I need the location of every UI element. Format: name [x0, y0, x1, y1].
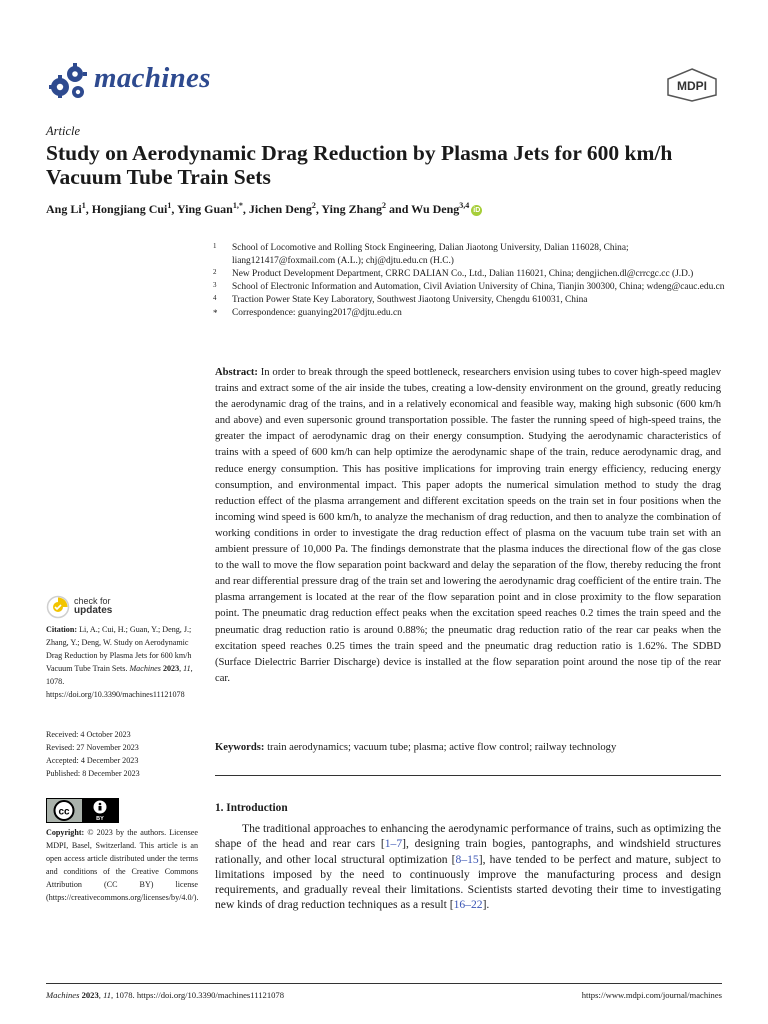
date-line: Revised: 27 November 2023 — [46, 742, 139, 752]
abstract — [215, 365, 721, 687]
mdpi-logo-icon[interactable] — [666, 68, 718, 102]
author-affiliation-sup: 3,4 — [459, 201, 470, 210]
affiliations — [213, 242, 728, 320]
keywords-text: train aerodynamics; vacuum tube; plasma; active flow control; railway technology — [267, 742, 617, 753]
author-affiliation-sup: 1 — [167, 201, 172, 210]
affiliation-text: School of Electronic Information and Automation, Civil Aviation University of China, Tianjin 300300, China; wdeng@cauc.edu.cn — [232, 282, 725, 292]
introduction-paragraph — [215, 821, 721, 913]
citation-volume: 11 — [183, 663, 191, 673]
citation-year: 2023 — [162, 663, 180, 673]
author-name[interactable]: Ying Guan — [176, 202, 233, 216]
check-updates-line1: check for — [74, 596, 111, 606]
abstract-text: In order to break through the speed bottleneck, researchers envision using tubes to cover high-speed maglev trains and extract some of the air inside the tubes, creating a low-density environment on the ground, greatly reducing the aerodynamic drag of the trains, and in a relatively economical and feasible way, making high subsonic (600 km/h and above) and even supersonic ground transportation possible. The faster the running speed of high-speed trains, the greater the impact of aerodynamic drag on their energy consumption. Studying the aerodynamic characteristics of trains with a speed of 600 km/h can help optimize the aerodynamic shape of the train, reduce aerodynamic drag, and reduce energy consumption. This has positive implications for improving train energy efficiency, reducing energy consumption, and environmental impact. This paper adopts the numerical simulation method to study the drag reduction effect of the plasma arrangement and different excitation speeds on the train set in four positions when the incoming wind speed is 600 km/h, to analyze the mechanism of drag reduction, and then to analyze the combination of working conditions in order to investigate the drag reduction effect of plasma on the vacuum tube train set with an ambient pressure of 10,000 Pa. The findings demonstrate that the plasma induces the directional flow of the gas close to the wall to move the flow separation point backward and delay the separation of the flow, thereby reducing the front and rear differential pressure drag of the train set and lowering the aerodynamic drag coefficient of the entire train. The plasma arrangement is located at the rear of the flow separation point and in close proximity to the flow separation point. The pneumatic drag reduction effect peaks when the excitation speed reaches 0.2 times the train speed and the pneumatic drag reduction ratio is around 0.88%; the pneumatic drag reduction ratio of the rear car peaks when the excitation speed reaches 0.25 times the train speed and the pneumatic drag reduction ratio is 1.62%. The SDBD (Surface Dielectric Barrier Discharge) device is installed at the flow separation point around the nose tip of the rear car. — [215, 367, 721, 684]
citation-label: Citation: — [46, 625, 78, 634]
affiliation-item — [213, 242, 728, 268]
copyright-text: © 2023 by the authors. Licensee MDPI, Basel, Switzerland. This article is an open access article distributed under the terms and conditions of the Creative Commons Attribution (CC BY) license (https://creativecommons.org/licenses/by/4.0/). — [46, 828, 199, 902]
affiliation-text: School of Locomotive and Rolling Stock Engineering, Dalian Jiaotong University, Dalian 116028, China; liang121417@foxmail.com (A.L.); chj@djtu.edu.cn (H.C.) — [232, 243, 629, 266]
footer-volume: 11 — [103, 990, 112, 1000]
article-title: Study on Aerodynamic Drag Reduction by Plasma Jets for 600 km/h Vacuum Tube Train Sets — [46, 141, 673, 189]
date-line: Received: 4 October 2023 — [46, 730, 131, 739]
citation-reference-link[interactable]: 16–22 — [453, 898, 483, 912]
citation-reference-link[interactable]: 1–7 — [384, 837, 403, 851]
cc-icon: cc — [58, 806, 70, 818]
citation-journal: Machines — [129, 663, 161, 673]
date-line: Published: 8 December 2023 — [46, 768, 140, 778]
author-name[interactable]: Ang Li — [46, 202, 82, 216]
citation-text: Li, A.; Cui, H.; Guan, Y.; Deng, J.; Zhang, Y.; Deng, W. Study on Aerodynamic Drag Reduction by Plasma Jets for 600 km/h Vacuum Tube Train Sets. — [46, 625, 192, 673]
author-name[interactable]: Hongjiang Cui — [91, 202, 168, 216]
keywords-label: Keywords: — [215, 742, 265, 753]
author-name[interactable]: Jichen Deng — [248, 202, 312, 216]
citation-doi[interactable]: , 1078. https://doi.org/10.3390/machines11121078 — [46, 663, 193, 699]
footer-divider — [46, 983, 722, 984]
citation: Citation: Li, A.; Cui, H.; Guan, Y.; Deng, J.; Zhang, Y.; Deng, W. Study on Aerodynamic Drag Reduction by Plasma Jets for 600 km/h Vacuum Tube Train Sets. Machines 2023, 11, 1078. https://doi.org/10.3390/machines11121078 — [46, 625, 193, 699]
affiliation-number: 3 — [213, 281, 217, 289]
paragraph-text: ], have tended to be perfect and mature, subject to limitations imposed by the need to continuously improve the manufacturing process and design requirements, and gradually reveal their limitations. Scientists started devoting their time to investigating new kinds of drag reduction techniques as a result [ — [215, 852, 721, 912]
affiliation-number: 2 — [213, 268, 217, 276]
affiliation-text: Traction Power State Key Laboratory, Southwest Jiaotong University, Chengdu 610031, China — [232, 295, 588, 305]
author-affiliation-sup: 1,* — [232, 201, 243, 210]
keywords — [215, 742, 721, 753]
affiliation-number: 4 — [213, 294, 217, 302]
check-for-updates-badge[interactable] — [46, 595, 166, 619]
copyright-notice — [46, 827, 198, 904]
paragraph-text: ], designing train bogies, pantographs, and windshield structures rationally, and other local structural optimization [ — [215, 837, 721, 866]
author-affiliation-sup: 1 — [81, 201, 86, 210]
author-name[interactable]: Ying Zhang — [321, 202, 383, 216]
affiliation-item — [213, 294, 728, 307]
copyright-label: Copyright: — [46, 828, 85, 837]
author-name[interactable]: Wu Deng — [411, 202, 460, 216]
correspondence-mark: * — [213, 308, 218, 318]
author-affiliation-sup: 2 — [311, 201, 316, 210]
paragraph-text: The traditional approaches to enhancing the aerodynamic performance of trains, such as optimizing the shape of the head and rear cars [ — [215, 822, 721, 851]
citation-reference-link[interactable]: 8–15 — [455, 852, 479, 866]
correspondence-text[interactable]: Correspondence: guanying2017@djtu.edu.cn — [232, 308, 402, 318]
machines-logo-icon — [46, 60, 88, 102]
footer-year: 2023 — [81, 990, 99, 1000]
abstract-label: Abstract: — [215, 367, 258, 378]
mdpi-logo-text: MDPI — [677, 79, 707, 93]
date-line: Accepted: 4 December 2023 — [46, 755, 139, 765]
affiliation-item — [213, 281, 728, 294]
footer-journal: Machines — [46, 990, 80, 1000]
article-type: Article — [46, 124, 81, 138]
footer-doi[interactable]: , 1078. https://doi.org/10.3390/machines11121078 — [111, 990, 285, 1000]
affiliation-number: 1 — [213, 242, 217, 250]
check-updates-icon — [46, 595, 70, 619]
by-icon: BY — [96, 816, 104, 822]
affiliation-item — [213, 268, 728, 281]
footer-journal-url[interactable]: https://www.mdpi.com/journal/machines — [581, 990, 722, 1000]
journal-name[interactable]: machines — [94, 62, 211, 94]
orcid-icon[interactable]: iD — [473, 207, 481, 214]
paragraph-text: ]. — [482, 898, 490, 912]
check-updates-line2: updates — [74, 605, 113, 616]
author-list: Ang Li$^1$, Hongjiang Cui$^1$, Ying Guan$^{1,*}$, Jichen Deng$^2$, Ying Zhang$^2$ and Wu Deng$^{3,4}$iD — [46, 201, 481, 216]
cc-by-license-badge[interactable] — [46, 798, 119, 823]
affiliation-text: New Product Development Department, CRRC DALIAN Co., Ltd., Dalian 116021, China; dengjichen.dl@crrcgc.cc (J.D.) — [232, 269, 694, 279]
correspondence — [213, 307, 728, 320]
divider — [215, 775, 721, 776]
author-affiliation-sup: 2 — [382, 201, 387, 210]
publication-dates — [46, 729, 198, 781]
section-heading-introduction: 1. Introduction — [215, 802, 288, 814]
footer-citation: Machines 2023, 11, 1078. https://doi.org/10.3390/machines11121078 — [46, 990, 285, 1000]
